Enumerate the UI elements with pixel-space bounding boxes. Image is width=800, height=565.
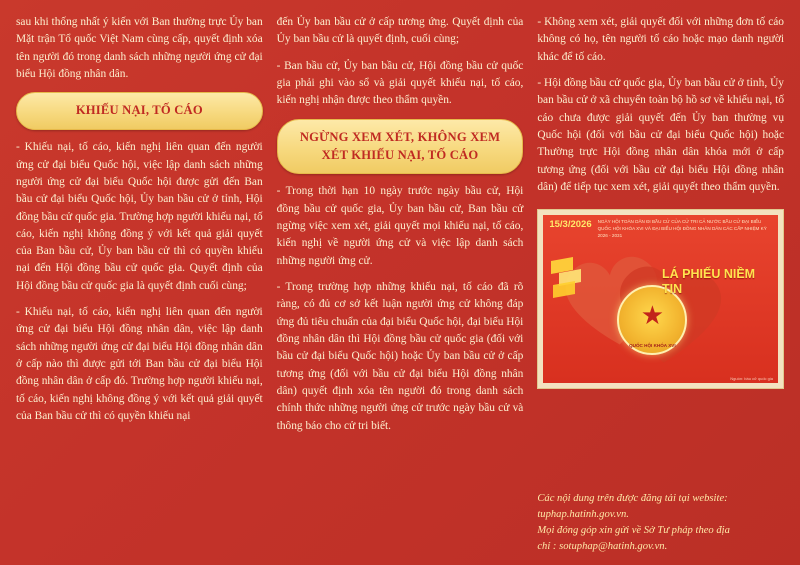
paragraph: - Ban bầu cử, Ủy ban bầu cử, Hội đồng bầu cử quốc gia phải ghi vào sổ và giải quyết khiếu nại, tố cáo, kiến nghị nhận được theo thẩm quyền.: [276, 59, 524, 107]
paragraph: đến Ủy ban bầu cử ở cấp tương ứng. Quyết định của Ủy ban bầu cử là quyết định, cuối cùng;: [276, 16, 524, 46]
paragraph: - Hội đồng bầu cử quốc gia, Ủy ban bầu cử ở tỉnh, Ủy ban bầu cử ở xã chuyển toàn bộ hồ sơ về khiếu nại, tố cáo chưa được giải quyết đến Ủy ban thường vụ Quốc hội (đối với bầu cử đại biểu Quốc hội) hoặc Thường trực Hội đồng nhân dân khóa mới ở cấp tương ứng (đối với bầu cử đại biểu Hội đồng nhân dân) để tiếp tục xem xét, giải quyết theo thẩm quyền.: [537, 76, 785, 193]
flag-banners-icon: [551, 259, 591, 315]
star-icon: ★: [640, 301, 664, 331]
emblem-label: QUỐC HỘI KHÓA XVI: [629, 343, 676, 349]
paragraph: - Trong thời hạn 10 ngày trước ngày bầu cử, Hội đồng bầu cử quốc gia, Ủy ban bầu cử, Ban bầu cử ngừng việc xem xét, giải quyết mọi khiếu nại, tố cáo, kiến nghị về người ứng cử và việc lập danh sách những người ứng cử.: [276, 185, 524, 267]
poster-canvas: [543, 215, 778, 383]
footer-line: Mọi đóng góp xin gửi về Sở Tư pháp theo địa: [537, 525, 730, 537]
poster-date: 15/3/2026: [549, 219, 592, 231]
section-banner-suspension: [277, 119, 524, 175]
column-left: [16, 14, 263, 555]
paragraph: - Khiếu nại, tố cáo, kiến nghị liên quan đến người ứng cử đại biểu Quốc hội, việc lập danh sách những người ứng cử đại biểu Quốc hội được gửi đến Ban bầu cử đại biểu Quốc hội, Ủy ban bầu cử ở tỉnh, Hội đồng bầu cử quốc gia. Trường hợp người khiếu nại, tố cáo, kiến nghị không đồng ý với kết quả giải quyết của Ban bầu cử, Ủy ban bầu cử thì có quyền khiếu nại đến Hội đồng bầu cử quốc gia. Quyết định của Hội đồng bầu cử quốc gia là quyết định cuối cùng;: [16, 141, 263, 292]
paragraph: - Khiếu nại, tố cáo, kiến nghị liên quan đến người ứng cử đại biểu Hội đồng nhân dân, việc lập danh sách những người ứng cử đại biểu Hội đồng nhân dân ở cấp nào thì được gửi tới Ban bầu cử đại biểu Hội đồng nhân dân ở cấp đó. Trường hợp người khiếu nại, tố cáo, kiến nghị không đồng ý với kết quả giải quyết của Ban bầu cử thì có quyền khiếu nại: [16, 306, 263, 423]
paragraph: sau khi thống nhất ý kiến với Ban thường trực Ủy ban Mặt trận Tổ quốc Việt Nam cùng cấp, quyết định xóa tên người đó trong danh sách những người ứng cử đại biểu Hội đồng nhân dân.: [16, 16, 263, 80]
poster-tagline: NGÀY HỘI TOÀN DÂN ĐI BẦU CỬ CỦA CỬ TRI CẢ NƯỚC BẦU CỬ ĐẠI BIỂU QUỐC HỘI KHÓA XVI VÀ ĐẠI BIỂU HỘI ĐỒNG NHÂN DÂN CÁC CẤP NHIỆM KỲ 2026 - 2031: [597, 219, 767, 238]
banner-title: NGỪNG XEM XÉT, KHÔNG XEM XÉT KHIẾU NẠI, TỐ CÁO: [299, 129, 501, 162]
footer-contact: [537, 491, 784, 555]
column-middle: [277, 14, 524, 555]
paragraph: - Trong trường hợp những khiếu nại, tố cáo đã rõ ràng, có đủ cơ sở kết luận người ứng cử không đáp ứng đủ tiêu chuẩn của đại biểu Quốc hội, đại biểu Hội đồng nhân dân thì Hội đồng bầu cử quốc gia (đối với bầu cử đại biểu Quốc hội) hoặc Ủy ban bầu cử ở cấp tương ứng (đối với bầu cử đại biểu Hội đồng nhân dân) quyết định xóa tên người đó trong danh sách chính thức những người ứng cử trước ngày bầu cử và thông báo cho cử tri biết.: [276, 281, 524, 432]
column-right: [537, 14, 784, 555]
footer-line: Các nội dung trên được đăng tải tại website:: [537, 493, 728, 505]
poster-header: [549, 219, 772, 239]
footer-website[interactable]: tuphap.hatinh.gov.vn.: [537, 509, 629, 521]
poster-credit: Nguồn: bầu cử quốc gia: [730, 376, 774, 382]
election-poster: [537, 209, 784, 389]
section-banner-complaints: [16, 92, 263, 130]
banner-title: KHIẾU NẠI, TỐ CÁO: [75, 103, 203, 118]
footer-email[interactable]: chỉ : sotuphap@hatinh.gov.vn.: [537, 541, 668, 553]
paragraph: - Không xem xét, giải quyết đối với những đơn tố cáo không có họ, tên người tố cáo hoặc mạo danh người khác để tố cáo.: [537, 16, 785, 63]
poster-slogan: LÁ PHIẾU NIỀM TIN: [662, 267, 756, 296]
